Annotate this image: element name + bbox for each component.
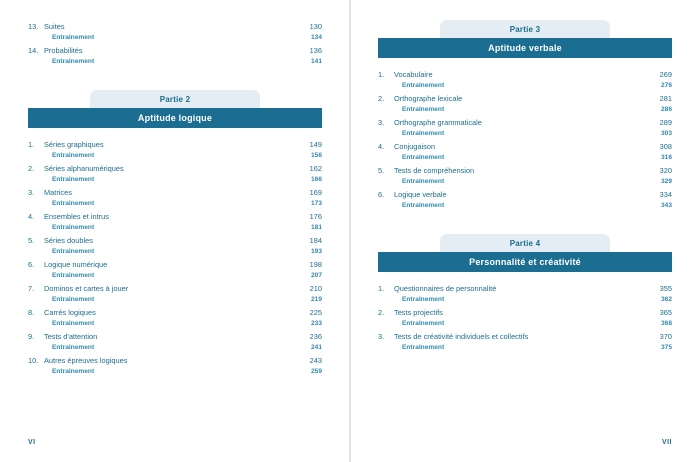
toc-subentry[interactable]: [28, 368, 322, 379]
toc-page-number: 156: [310, 151, 322, 159]
toc-subentry-label: Entraînement: [402, 177, 445, 185]
toc-subentry[interactable]: [28, 151, 322, 162]
toc-page-number: 365: [659, 308, 672, 318]
toc-entry-number: 1.: [378, 283, 385, 293]
toc-entry-label: Séries graphiques: [44, 139, 104, 149]
toc-subentry-label: Entraînement: [402, 344, 445, 352]
toc-subentry[interactable]: [378, 153, 672, 164]
toc-page-number: 320: [659, 165, 672, 175]
toc-page-number: 375: [660, 344, 672, 352]
toc-entry[interactable]: [378, 306, 672, 319]
toc-entry[interactable]: [28, 186, 322, 199]
toc-entry[interactable]: [28, 355, 322, 368]
toc-subentry[interactable]: [378, 81, 672, 92]
toc-subentry[interactable]: [28, 57, 322, 68]
toc-subentry[interactable]: [378, 343, 672, 354]
toc-list-part4: [378, 282, 672, 354]
toc-page-number: 166: [310, 175, 322, 183]
toc-entry-label: Autres épreuves logiques: [44, 356, 128, 366]
part-title-label: Aptitude verbale: [378, 38, 672, 58]
toc-subentry-label: Entraînement: [402, 295, 445, 303]
toc-page-number: 316: [660, 153, 672, 161]
toc-entry[interactable]: [378, 140, 672, 153]
toc-entry[interactable]: [28, 258, 322, 271]
toc-page-number: 243: [309, 356, 322, 366]
toc-page-number: 329: [660, 177, 672, 185]
toc-entry-number: 7.: [28, 284, 35, 294]
toc-entry[interactable]: [378, 331, 672, 344]
toc-entry-number: 8.: [28, 308, 35, 318]
toc-page-number: 198: [309, 260, 322, 270]
toc-page-number: 276: [660, 81, 672, 89]
toc-entry-number: 10.: [28, 356, 39, 366]
toc-page-number: 181: [310, 223, 322, 231]
toc-page-number: 162: [309, 163, 322, 173]
toc-entry[interactable]: [28, 20, 322, 33]
toc-subentry-label: Entraînement: [402, 81, 445, 89]
toc-entry[interactable]: [378, 188, 672, 201]
toc-page-number: 368: [660, 319, 672, 327]
toc-subentry-label: Entraînement: [52, 344, 95, 352]
toc-entry-label: Tests projectifs: [394, 308, 443, 318]
toc-subentry-label: Entraînement: [52, 199, 95, 207]
toc-subentry[interactable]: [378, 319, 672, 330]
toc-page-number: 303: [660, 129, 672, 137]
toc-entry-label: Tests de créativité individuels et collectifs: [394, 332, 529, 342]
toc-page-number: 219: [310, 296, 322, 304]
toc-page-number: 193: [310, 247, 322, 255]
toc-subentry[interactable]: [378, 105, 672, 116]
part-heading-2: [28, 90, 322, 128]
part-heading-3: [378, 20, 672, 58]
toc-subentry-label: Entraînement: [52, 223, 95, 231]
toc-entry[interactable]: [28, 138, 322, 151]
toc-entry-label: Orthographe lexicale: [394, 93, 463, 103]
toc-entry-number: 1.: [28, 139, 35, 149]
toc-list-part2: [28, 138, 322, 379]
toc-subentry[interactable]: [28, 344, 322, 355]
toc-entry-label: Carrés logiques: [44, 308, 96, 318]
toc-page-number: 362: [660, 295, 672, 303]
toc-subentry-label: Entraînement: [52, 368, 95, 376]
toc-entry-number: 13.: [28, 21, 39, 31]
toc-subentry-label: Entraînement: [52, 175, 95, 183]
part-tab-label: Partie 3: [440, 20, 610, 38]
toc-subentry-label: Entraînement: [52, 320, 95, 328]
toc-entry-label: Tests de compréhension: [394, 165, 475, 175]
toc-entry-label: Séries alphanumériques: [44, 163, 124, 173]
toc-subentry[interactable]: [28, 175, 322, 186]
toc-page-number: 269: [659, 69, 672, 79]
toc-page-number: 233: [310, 320, 322, 328]
toc-entry-number: 3.: [28, 187, 35, 197]
toc-subentry-label: Entraînement: [52, 151, 95, 159]
toc-page-number: 134: [310, 33, 322, 41]
part-title-label: Aptitude logique: [28, 108, 322, 128]
toc-entry-label: Probabilités: [44, 45, 83, 55]
right-page: [350, 0, 700, 462]
toc-entry-label: Tests d'attention: [44, 332, 98, 342]
toc-subentry-label: Entraînement: [52, 33, 95, 41]
toc-entry-number: 6.: [378, 189, 385, 199]
toc-entry[interactable]: [378, 164, 672, 177]
toc-entry-label: Questionnaires de personnalité: [394, 283, 497, 293]
toc-entry-number: 5.: [28, 235, 35, 245]
toc-entry[interactable]: [378, 282, 672, 295]
toc-page-number: 289: [659, 117, 672, 127]
toc-subentry[interactable]: [28, 33, 322, 44]
toc-page-number: 176: [309, 211, 322, 221]
toc-subentry[interactable]: [28, 223, 322, 234]
toc-entry[interactable]: [28, 44, 322, 57]
toc-subentry-label: Entraînement: [402, 201, 445, 209]
toc-page-number: 210: [309, 284, 322, 294]
toc-entry[interactable]: [28, 283, 322, 296]
toc-subentry[interactable]: [378, 129, 672, 140]
toc-page-number: 308: [659, 141, 672, 151]
toc-entry-label: Vocabulaire: [394, 69, 433, 79]
toc-entry-number: 1.: [378, 69, 385, 79]
toc-entry[interactable]: [28, 234, 322, 247]
toc-entry-number: 3.: [378, 332, 385, 342]
toc-entry-label: Orthographe grammaticale: [394, 117, 482, 127]
toc-entry[interactable]: [28, 210, 322, 223]
toc-subentry[interactable]: [28, 199, 322, 210]
toc-list-continued: [28, 20, 322, 68]
toc-page-number: 207: [310, 271, 322, 279]
toc-list-part3: [378, 68, 672, 212]
toc-entry-number: 6.: [28, 260, 35, 270]
toc-page-number: 149: [309, 139, 322, 149]
toc-entry-number: 14.: [28, 45, 39, 55]
toc-entry-label: Séries doubles: [44, 235, 93, 245]
toc-entry-label: Logique verbale: [394, 189, 447, 199]
toc-subentry[interactable]: [28, 320, 322, 331]
toc-page-number: 236: [309, 332, 322, 342]
toc-entry[interactable]: [28, 331, 322, 344]
toc-subentry[interactable]: [378, 295, 672, 306]
toc-page-number: 130: [309, 21, 322, 31]
part-tab-label: Partie 2: [90, 90, 260, 108]
toc-subentry-label: Entraînement: [402, 129, 445, 137]
toc-entry-number: 4.: [28, 211, 35, 221]
part-tab-label: Partie 4: [440, 234, 610, 252]
toc-subentry[interactable]: [378, 201, 672, 212]
toc-page-number: 370: [659, 332, 672, 342]
toc-entry-number: 3.: [378, 117, 385, 127]
toc-subentry[interactable]: [28, 271, 322, 282]
toc-entry[interactable]: [378, 116, 672, 129]
page-folio-right: VII: [661, 439, 672, 446]
toc-entry-number: 2.: [378, 308, 385, 318]
toc-page-number: 334: [659, 189, 672, 199]
toc-entry-label: Ensembles et intrus: [44, 211, 109, 221]
toc-page-number: 355: [659, 283, 672, 293]
toc-entry-label: Conjugaison: [394, 141, 436, 151]
toc-page-number: 141: [310, 57, 322, 65]
toc-page-number: 281: [659, 93, 672, 103]
toc-subentry-label: Entraînement: [52, 57, 95, 65]
toc-subentry[interactable]: [378, 177, 672, 188]
toc-page-number: 286: [660, 105, 672, 113]
toc-page-number: 259: [310, 368, 322, 376]
toc-page-number: 343: [660, 201, 672, 209]
toc-page-number: 169: [309, 187, 322, 197]
toc-entry-number: 2.: [378, 93, 385, 103]
toc-subentry-label: Entraînement: [402, 153, 445, 161]
toc-entry-label: Dominos et cartes à jouer: [44, 284, 129, 294]
toc-page-number: 184: [309, 235, 322, 245]
toc-subentry-label: Entraînement: [52, 271, 95, 279]
toc-page-number: 173: [310, 199, 322, 207]
page-folio-left: VI: [28, 439, 36, 446]
toc-subentry-label: Entraînement: [402, 319, 445, 327]
toc-page-number: 136: [309, 45, 322, 55]
toc-entry-label: Suites: [44, 21, 65, 31]
toc-entry[interactable]: [378, 68, 672, 81]
toc-entry-label: Matrices: [44, 187, 72, 197]
toc-page-number: 241: [310, 344, 322, 352]
toc-subentry[interactable]: [28, 247, 322, 258]
toc-entry-label: Logique numérique: [44, 260, 108, 270]
toc-entry-number: 9.: [28, 332, 35, 342]
toc-entry[interactable]: [28, 162, 322, 175]
toc-entry-number: 5.: [378, 165, 385, 175]
toc-subentry-label: Entraînement: [52, 296, 95, 304]
part-heading-4: [378, 234, 672, 272]
toc-entry[interactable]: [378, 92, 672, 105]
toc-subentry-label: Entraînement: [402, 105, 445, 113]
toc-entry-number: 4.: [378, 141, 385, 151]
toc-subentry-label: Entraînement: [52, 247, 95, 255]
toc-page-number: 225: [309, 308, 322, 318]
toc-entry-number: 2.: [28, 163, 35, 173]
part-title-label: Personnalité et créativité: [378, 252, 672, 272]
toc-entry[interactable]: [28, 307, 322, 320]
toc-subentry[interactable]: [28, 295, 322, 306]
